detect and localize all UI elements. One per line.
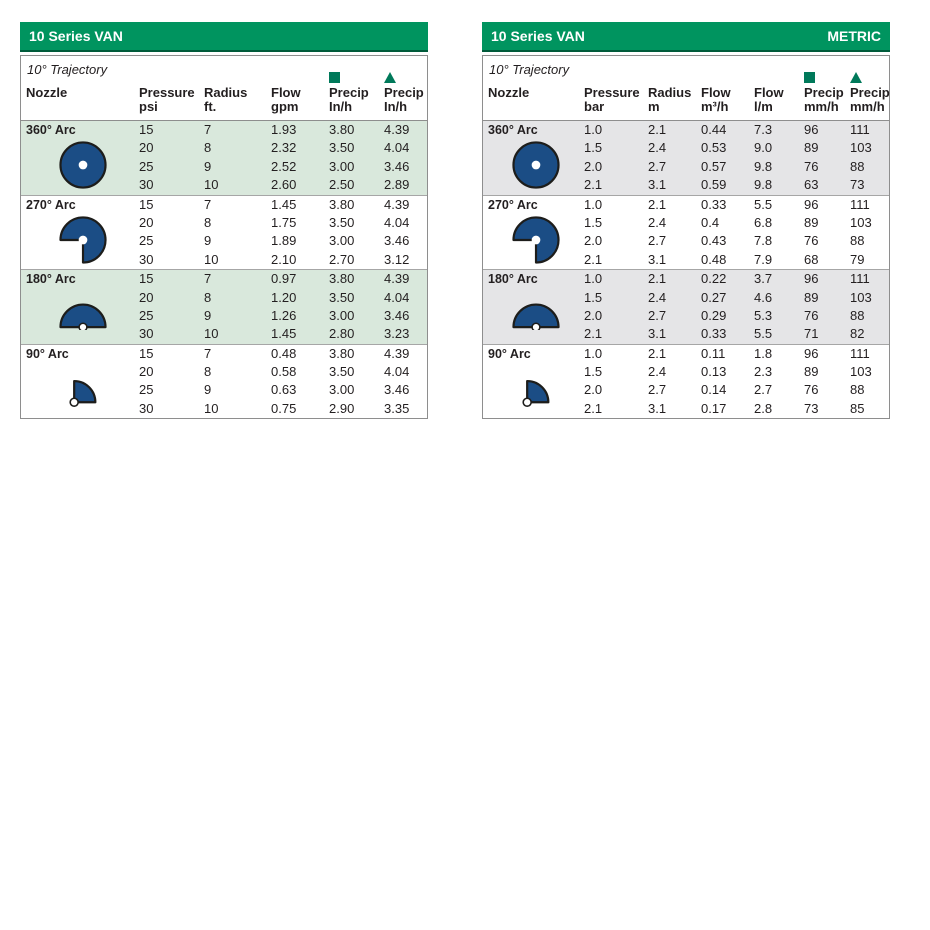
- arc-180-icon: [488, 289, 584, 341]
- table-cell: 1.5: [584, 140, 603, 156]
- table-cell: 8: [204, 289, 212, 305]
- table-cell: 2.1: [584, 326, 603, 342]
- table-cell: 111: [850, 271, 870, 287]
- triangle-marker-icon: [384, 72, 396, 83]
- table-cell: 3.1: [648, 326, 667, 342]
- column-label: Precip: [329, 85, 369, 100]
- table-cell: 5.3: [754, 307, 773, 323]
- table-cell: 2.8: [754, 400, 773, 416]
- table-cell: 71: [804, 326, 819, 342]
- table-cell: 7.8: [754, 233, 773, 249]
- arc-label: 360° Arc: [488, 123, 538, 137]
- column-label: Nozzle: [488, 85, 530, 100]
- table-cell: 4.04: [384, 289, 410, 305]
- column-header: [648, 64, 701, 114]
- table-cell: 20: [139, 140, 154, 156]
- table-cell: 2.52: [271, 158, 297, 174]
- nozzle-cell: [26, 121, 139, 195]
- table-cell: 2.0: [584, 158, 603, 174]
- table-cell: 2.1: [584, 400, 603, 416]
- table-cell: 8: [204, 214, 212, 230]
- table-cell: 111: [850, 196, 870, 212]
- column-label: Pressure: [139, 85, 195, 100]
- table-cell: 96: [804, 122, 819, 137]
- table-cell: 0.17: [701, 400, 727, 416]
- table-head: [21, 56, 427, 121]
- arc-360-icon: [26, 139, 139, 191]
- table-cell: 2.4: [648, 140, 667, 156]
- table-cell: 1.89: [271, 233, 297, 249]
- column-header: [584, 64, 648, 114]
- table-cell: 79: [850, 251, 865, 267]
- table-cell: 63: [804, 177, 819, 193]
- table-cell: 2.80: [329, 326, 355, 342]
- table-cell: 1.5: [584, 289, 603, 305]
- arc-group: [483, 344, 889, 419]
- table-cell: 103: [850, 289, 872, 305]
- column-label: Precip: [804, 85, 844, 100]
- arc-group: [483, 195, 889, 270]
- table-cell: 0.63: [271, 382, 297, 398]
- arc-90-icon: [26, 363, 139, 415]
- arc-270-icon: [488, 214, 584, 266]
- table-cell: 0.44: [701, 122, 727, 137]
- table-cell: 7: [204, 271, 212, 287]
- nozzle-cell: [26, 270, 139, 344]
- table-cell: 0.75: [271, 400, 297, 416]
- table-cell: 3.80: [329, 345, 355, 361]
- table-cell: 3.00: [329, 158, 355, 174]
- column-unit: bar: [584, 99, 605, 114]
- column-header: [701, 64, 754, 114]
- table-cell: 5.5: [754, 196, 773, 212]
- table-cell: 1.20: [271, 289, 297, 305]
- table-cell: 2.4: [648, 214, 667, 230]
- column-unit: [488, 100, 584, 114]
- table-cell: 0.29: [701, 307, 727, 323]
- table-cell: 3.50: [329, 364, 355, 380]
- column-label: Precip: [384, 85, 424, 100]
- nozzle-cell: [488, 196, 584, 270]
- table-content: [20, 55, 428, 419]
- table-cell: 3.80: [329, 271, 355, 287]
- arc-group: [483, 269, 889, 344]
- arc-group: [483, 121, 889, 195]
- column-label: Nozzle: [26, 85, 68, 100]
- table-cell: 2.3: [754, 364, 773, 380]
- units-label: METRIC: [827, 28, 881, 44]
- table-cell: 89: [804, 140, 819, 156]
- table-body: [483, 121, 889, 418]
- table-cell: 4.04: [384, 214, 410, 230]
- table-cell: 3.1: [648, 400, 667, 416]
- arc-label: 360° Arc: [26, 123, 76, 137]
- table-cell: 3.50: [329, 214, 355, 230]
- table-cell: 1.5: [584, 364, 603, 380]
- table-cell: 4.39: [384, 271, 410, 287]
- table-cell: 96: [804, 271, 819, 287]
- table-cell: 2.1: [648, 196, 667, 212]
- table-cell: 73: [804, 400, 819, 416]
- table-cell: 5.5: [754, 326, 773, 342]
- table-cell: 20: [139, 289, 154, 305]
- arc-360-icon: [488, 139, 584, 191]
- table-cell: 76: [804, 158, 819, 174]
- table-cell: 82: [850, 326, 865, 342]
- square-marker-icon: [804, 72, 815, 83]
- table-cell: 3.46: [384, 158, 410, 174]
- table-cell: 20: [139, 364, 154, 380]
- table-cell: 3.12: [384, 251, 410, 267]
- column-label: Flow: [701, 85, 731, 100]
- table-cell: 2.89: [384, 177, 410, 193]
- arc-label: 180° Arc: [488, 272, 538, 287]
- table-cell: 15: [139, 122, 154, 137]
- arc-270-icon: [26, 214, 139, 266]
- table-cell: 4.39: [384, 196, 410, 212]
- table-cell: 76: [804, 307, 819, 323]
- table-cell: 0.11: [701, 345, 726, 361]
- table-cell: 3.00: [329, 382, 355, 398]
- table-cell: 96: [804, 345, 819, 361]
- table-cell: 3.80: [329, 196, 355, 212]
- table-head: [483, 56, 889, 121]
- nozzle-cell: [488, 270, 584, 344]
- table-cell: 2.7: [648, 233, 667, 249]
- table-cell: 20: [139, 214, 154, 230]
- table-cell: 2.1: [648, 271, 667, 287]
- table-cell: 1.0: [584, 196, 603, 212]
- table-cell: 4.39: [384, 345, 410, 361]
- table-cell: 9.8: [754, 177, 773, 193]
- table-cell: 2.4: [648, 289, 667, 305]
- table-cell: 8: [204, 140, 212, 156]
- table-cell: 103: [850, 364, 872, 380]
- table-cell: 0.48: [701, 251, 727, 267]
- table-cell: 1.0: [584, 122, 603, 137]
- table-cell: 88: [850, 233, 865, 249]
- table-cell: 2.7: [648, 382, 667, 398]
- table-cell: 0.48: [271, 345, 297, 361]
- table-cell: 0.27: [701, 289, 727, 305]
- table-cell: 3.1: [648, 177, 667, 193]
- column-header: [271, 64, 329, 114]
- table-cell: 0.58: [271, 364, 297, 380]
- arc-group: [21, 195, 427, 270]
- column-unit: ft.: [204, 99, 217, 114]
- table-cell: 88: [850, 382, 865, 398]
- table-cell: 111: [850, 345, 870, 361]
- table-cell: 10: [204, 326, 219, 342]
- table-cell: 1.8: [754, 345, 773, 361]
- table-title: 10 Series VAN: [29, 28, 123, 44]
- table-cell: 7.9: [754, 251, 773, 267]
- column-header: [204, 64, 271, 114]
- table-cell: 0.22: [701, 271, 727, 287]
- table-cell: 2.1: [584, 177, 603, 193]
- arc-group: [21, 269, 427, 344]
- square-marker-icon: [329, 72, 340, 83]
- table-cell: 2.70: [329, 251, 355, 267]
- column-label: Precip: [850, 85, 890, 100]
- table-cell: 2.7: [754, 382, 773, 398]
- table-cell: 0.57: [701, 158, 727, 174]
- column-header: [329, 64, 384, 114]
- table-cell: 4.6: [754, 289, 773, 305]
- table-cell: 7.3: [754, 122, 773, 137]
- nozzle-cell: [488, 121, 584, 195]
- column-label: Flow: [271, 85, 301, 100]
- table-cell: 0.59: [701, 177, 727, 193]
- table-cell: 2.10: [271, 251, 297, 267]
- table-cell: 0.53: [701, 140, 727, 156]
- arc-180-icon: [26, 289, 139, 341]
- table-cell: 9: [204, 233, 212, 249]
- column-label: Pressure: [584, 85, 640, 100]
- performance-table-metric: [482, 22, 890, 419]
- column-header: [754, 64, 804, 114]
- table-cell: 3.00: [329, 233, 355, 249]
- arc-label: 180° Arc: [26, 272, 76, 287]
- table-cell: 2.0: [584, 307, 603, 323]
- column-header: [850, 64, 890, 114]
- table-cell: 111: [850, 122, 870, 137]
- table-cell: 2.60: [271, 177, 297, 193]
- table-cell: 3.46: [384, 382, 410, 398]
- nozzle-cell: [488, 345, 584, 419]
- arc-label: 90° Arc: [488, 346, 531, 361]
- table-cell: 6.8: [754, 214, 773, 230]
- table-cell: 3.80: [329, 122, 355, 137]
- arc-group: [21, 344, 427, 419]
- table-cell: 0.33: [701, 196, 727, 212]
- table-cell: 1.0: [584, 271, 603, 287]
- table-cell: 88: [850, 307, 865, 323]
- table-cell: 2.90: [329, 400, 355, 416]
- table-cell: 3.50: [329, 140, 355, 156]
- table-cell: 4.39: [384, 122, 410, 137]
- column-unit: mm/h: [850, 99, 885, 114]
- arc-90-icon: [488, 363, 584, 415]
- column-unit: psi: [139, 99, 158, 114]
- triangle-marker-icon: [850, 72, 862, 83]
- table-cell: 2.7: [648, 158, 667, 174]
- table-cell: 1.5: [584, 214, 603, 230]
- table-cell: 3.23: [384, 326, 410, 342]
- table-cell: 25: [139, 233, 154, 249]
- table-cell: 89: [804, 214, 819, 230]
- table-cell: 85: [850, 400, 865, 416]
- column-unit: In/h: [329, 99, 353, 114]
- column-unit: In/h: [384, 99, 408, 114]
- performance-table-imperial: [20, 22, 428, 419]
- table-cell: 2.7: [648, 307, 667, 323]
- table-cell: 25: [139, 158, 154, 174]
- table-cell: 0.43: [701, 233, 727, 249]
- table-cell: 2.4: [648, 364, 667, 380]
- column-label: Flow: [754, 85, 784, 100]
- column-unit: gpm: [271, 99, 299, 114]
- table-cell: 15: [139, 196, 154, 212]
- table-cell: 3.46: [384, 233, 410, 249]
- table-cell: 2.1: [648, 345, 667, 361]
- table-title: 10 Series VAN: [491, 28, 585, 44]
- table-cell: 30: [139, 251, 154, 267]
- nozzle-cell: [26, 196, 139, 270]
- column-unit: l/m: [754, 99, 773, 114]
- arc-label: 270° Arc: [488, 197, 538, 212]
- table-cell: 9.0: [754, 140, 773, 156]
- column-label: Radius: [204, 85, 248, 100]
- table-cell: 0.97: [271, 271, 297, 287]
- table-cell: 2.32: [271, 140, 297, 156]
- table-cell: 10: [204, 251, 219, 267]
- table-cell: 3.00: [329, 307, 355, 323]
- table-cell: 15: [139, 271, 154, 287]
- table-cell: 0.13: [701, 364, 727, 380]
- table-cell: 9.8: [754, 158, 773, 174]
- table-cell: 76: [804, 382, 819, 398]
- table-cell: 9: [204, 382, 212, 398]
- column-header: [384, 64, 424, 114]
- table-cell: 4.04: [384, 364, 410, 380]
- table-cell: 73: [850, 177, 865, 193]
- table-cell: 1.26: [271, 307, 297, 323]
- table-cell: 0.4: [701, 214, 720, 230]
- table-cell: 3.50: [329, 289, 355, 305]
- table-cell: 89: [804, 289, 819, 305]
- table-cell: 30: [139, 400, 154, 416]
- column-header: [804, 64, 850, 114]
- column-label: Radius: [648, 85, 692, 100]
- table-cell: 1.75: [271, 214, 297, 230]
- table-cell: 8: [204, 364, 212, 380]
- table-cell: 2.1: [648, 122, 667, 137]
- table-cell: 4.04: [384, 140, 410, 156]
- table-cell: 7: [204, 196, 212, 212]
- arc-label: 270° Arc: [26, 197, 76, 212]
- table-header-bar: [20, 22, 428, 52]
- column-unit: [26, 100, 139, 114]
- table-cell: 0.14: [701, 382, 727, 398]
- column-unit: mm/h: [804, 99, 839, 114]
- table-header-bar: [482, 22, 890, 52]
- table-cell: 7: [204, 122, 212, 137]
- table-cell: 3.35: [384, 400, 410, 416]
- table-cell: 96: [804, 196, 819, 212]
- column-header: [139, 64, 204, 114]
- nozzle-cell: [26, 345, 139, 419]
- table-cell: 30: [139, 326, 154, 342]
- table-cell: 2.1: [584, 251, 603, 267]
- table-cell: 9: [204, 307, 212, 323]
- table-cell: 7: [204, 345, 212, 361]
- table-cell: 68: [804, 251, 819, 267]
- table-body: [21, 121, 427, 418]
- table-cell: 1.0: [584, 345, 603, 361]
- table-cell: 3.7: [754, 271, 773, 287]
- arc-label: 90° Arc: [26, 346, 69, 361]
- table-cell: 25: [139, 307, 154, 323]
- table-cell: 1.45: [271, 326, 297, 342]
- table-cell: 2.0: [584, 233, 603, 249]
- table-cell: 1.93: [271, 122, 297, 137]
- table-cell: 3.46: [384, 307, 410, 323]
- trajectory-label: 10° Trajectory: [489, 62, 570, 77]
- table-cell: 1.45: [271, 196, 297, 212]
- arc-group: [21, 121, 427, 195]
- table-cell: 10: [204, 177, 219, 193]
- table-cell: 3.1: [648, 251, 667, 267]
- table-cell: 25: [139, 382, 154, 398]
- table-content: [482, 55, 890, 419]
- table-cell: 10: [204, 400, 219, 416]
- table-cell: 0.33: [701, 326, 727, 342]
- table-cell: 2.50: [329, 177, 355, 193]
- table-cell: 76: [804, 233, 819, 249]
- table-cell: 9: [204, 158, 212, 174]
- column-unit: m³/h: [701, 99, 729, 114]
- table-cell: 89: [804, 364, 819, 380]
- table-cell: 15: [139, 345, 154, 361]
- column-unit: m: [648, 99, 660, 114]
- table-cell: 30: [139, 177, 154, 193]
- table-cell: 103: [850, 140, 872, 156]
- trajectory-label: 10° Trajectory: [27, 62, 108, 77]
- table-cell: 103: [850, 214, 872, 230]
- table-cell: 88: [850, 158, 865, 174]
- table-cell: 2.0: [584, 382, 603, 398]
